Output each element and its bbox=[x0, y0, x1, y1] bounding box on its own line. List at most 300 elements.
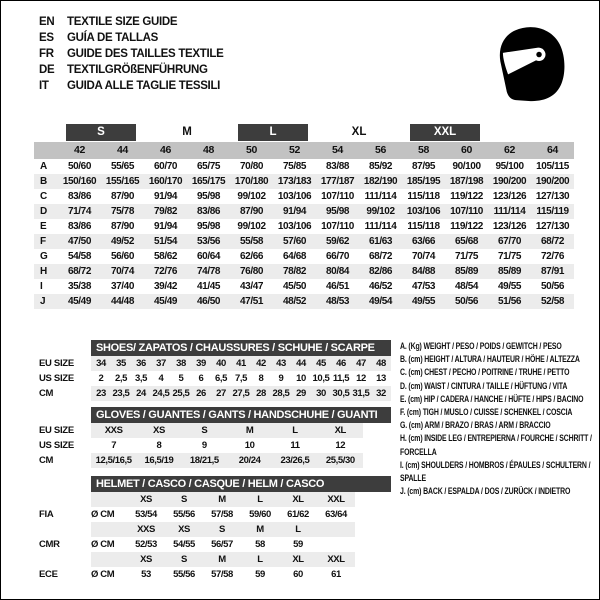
value-cell: 103/106 bbox=[277, 191, 312, 202]
value-cell: 63/64 bbox=[325, 509, 347, 520]
value-cell: 45/50 bbox=[283, 281, 307, 292]
size-cell: XXS bbox=[137, 524, 155, 535]
value-cell: 105/115 bbox=[536, 161, 569, 172]
row-label: C bbox=[40, 191, 47, 202]
value-cell: 30,5 bbox=[332, 388, 350, 399]
value-cell: 50/60 bbox=[67, 161, 92, 172]
language-row bbox=[39, 46, 224, 62]
measurement-row bbox=[34, 279, 574, 294]
value-cell: 27 bbox=[216, 388, 226, 399]
size-cell: 48 bbox=[187, 142, 230, 159]
value-cell: 63/66 bbox=[412, 236, 436, 247]
value-cell: 85/89 bbox=[455, 266, 479, 277]
value-cell: 24 bbox=[136, 388, 146, 399]
value-cell: 36 bbox=[136, 358, 146, 369]
value-cell: 60/70 bbox=[154, 161, 178, 172]
gloves-table-header-row bbox=[39, 407, 391, 423]
value-cell: 91/94 bbox=[283, 206, 307, 217]
helmet-table-title: HELMET / CASCO / CASQUE / HELM / CASCO bbox=[91, 476, 391, 492]
value-cell: 99/102 bbox=[237, 221, 266, 232]
value-cell: 47/51 bbox=[240, 296, 264, 307]
size-cell: 50 bbox=[230, 142, 273, 159]
value-cell: 165/175 bbox=[191, 176, 226, 187]
value-cell: 75/85 bbox=[283, 161, 307, 172]
value-cell: 9 bbox=[201, 440, 207, 451]
legend-item: E. (cm) HIP / CADERA / HANCHE / HÜFTE / HIPS / BACINO bbox=[400, 393, 584, 405]
size-group-cell bbox=[58, 124, 144, 142]
spacer bbox=[39, 476, 91, 492]
measurement-row bbox=[34, 249, 574, 264]
helmet-values bbox=[91, 567, 355, 582]
value-cell: 65/68 bbox=[455, 236, 479, 247]
row-label: E bbox=[40, 221, 47, 232]
value-cell: 123/126 bbox=[492, 221, 527, 232]
value-cell: 49/54 bbox=[369, 296, 393, 307]
size-cell bbox=[317, 522, 355, 537]
value-cell: 127/130 bbox=[535, 191, 570, 202]
value-cell: 56/60 bbox=[110, 251, 135, 262]
shoes-values bbox=[91, 386, 391, 401]
helmet-icon bbox=[484, 18, 570, 110]
value-cell: L bbox=[292, 425, 298, 436]
value-cell: 57/58 bbox=[211, 509, 233, 520]
value-cell: 35 bbox=[116, 358, 126, 369]
value-cell: 39 bbox=[196, 358, 206, 369]
shoes-row bbox=[39, 386, 391, 401]
row-label: G bbox=[40, 251, 48, 262]
value-cell: 70/74 bbox=[110, 266, 135, 277]
language-code: EN bbox=[39, 16, 55, 28]
value-cell: 46/52 bbox=[369, 281, 393, 292]
equipment-tables bbox=[39, 340, 391, 582]
value-cell: 187/198 bbox=[449, 176, 484, 187]
size-cell: 44 bbox=[101, 142, 144, 159]
measurement-row bbox=[34, 219, 574, 234]
value-cell: 11 bbox=[290, 440, 300, 451]
measurement-row bbox=[34, 234, 574, 249]
value-cell: 48 bbox=[376, 358, 386, 369]
size-cell: 60 bbox=[445, 142, 488, 159]
size-cell: 46 bbox=[144, 142, 187, 159]
value-cell: 48/53 bbox=[326, 296, 350, 307]
value-cell: 37 bbox=[156, 358, 166, 369]
size-group-cell bbox=[144, 124, 230, 142]
value-cell: 6 bbox=[198, 373, 204, 384]
spacer bbox=[39, 552, 91, 567]
measurement-row bbox=[34, 189, 574, 204]
value-cell: 111/114 bbox=[493, 206, 526, 217]
size-cell: M bbox=[256, 524, 264, 535]
shoes-row-label: CM bbox=[39, 388, 54, 399]
size-cell: L bbox=[257, 494, 263, 505]
value-cell: 57/60 bbox=[283, 236, 307, 247]
gloves-row bbox=[39, 438, 391, 453]
value-cell: 58 bbox=[255, 539, 265, 550]
value-cell: 55/56 bbox=[173, 569, 195, 580]
value-cell: 10,5 bbox=[312, 373, 330, 384]
helmet-size-row bbox=[39, 522, 391, 537]
value-cell: 51/56 bbox=[498, 296, 522, 307]
value-cell: 18/21,5 bbox=[189, 455, 219, 466]
value-cell: 99/102 bbox=[237, 191, 266, 202]
value-cell: 39/42 bbox=[154, 281, 178, 292]
value-cell: 11,5 bbox=[332, 373, 350, 384]
value-cell: 3,5 bbox=[134, 373, 147, 384]
value-cell: 59/60 bbox=[249, 509, 271, 520]
size-group-cell bbox=[316, 124, 402, 142]
language-row bbox=[39, 78, 224, 94]
value-cell: 99/102 bbox=[366, 206, 395, 217]
value-cell: 64/68 bbox=[283, 251, 307, 262]
unit-spacer bbox=[91, 522, 127, 537]
size-cell: M bbox=[218, 494, 226, 505]
language-code: IT bbox=[39, 80, 49, 92]
value-cell: 58/62 bbox=[154, 251, 178, 262]
language-row bbox=[39, 62, 224, 78]
value-cell: 107/110 bbox=[450, 206, 483, 217]
value-cell: 87/91 bbox=[541, 266, 565, 277]
value-cell bbox=[317, 537, 355, 552]
value-cell: 44 bbox=[296, 358, 306, 369]
measurement-row bbox=[34, 204, 574, 219]
value-cell: 78/82 bbox=[283, 266, 307, 277]
value-cell: 90/100 bbox=[452, 161, 481, 172]
size-group-cell bbox=[402, 124, 488, 142]
size-group-label: XL bbox=[351, 126, 367, 138]
value-cell: 119/122 bbox=[450, 191, 483, 202]
helmet-value-row bbox=[39, 507, 391, 522]
value-cell: 12,5/16,5 bbox=[95, 455, 132, 466]
legend-item: C. (cm) CHEST / PECHO / POITRINE / TRUHE / PETTO bbox=[400, 367, 570, 379]
value-cell: 2 bbox=[98, 373, 104, 384]
value-cell: 28 bbox=[256, 388, 266, 399]
unit-spacer bbox=[91, 492, 127, 507]
row-label: D bbox=[40, 206, 47, 217]
value-cell: 41/45 bbox=[197, 281, 221, 292]
value-cell: 127/130 bbox=[535, 221, 570, 232]
language-title: GUIDE DES TAILLES TEXTILE bbox=[67, 48, 224, 60]
value-cell: M bbox=[245, 425, 254, 436]
value-cell: 67/70 bbox=[498, 236, 522, 247]
value-cell: 49/55 bbox=[412, 296, 436, 307]
value-cell: 50/56 bbox=[541, 281, 565, 292]
size-cell: 42 bbox=[58, 142, 101, 159]
value-cell: 79/82 bbox=[154, 206, 178, 217]
value-cell: 111/114 bbox=[364, 191, 397, 202]
value-cell: 55/58 bbox=[240, 236, 264, 247]
value-cell: 8 bbox=[156, 440, 162, 451]
size-cell: L bbox=[257, 554, 263, 565]
value-cell: 75/78 bbox=[110, 206, 135, 217]
value-cell: 115/118 bbox=[407, 191, 440, 202]
value-cell: 53/56 bbox=[197, 236, 221, 247]
helmet-sizes bbox=[91, 552, 355, 567]
value-cell: 40 bbox=[216, 358, 226, 369]
size-group-bar: S bbox=[66, 124, 136, 141]
value-cell: 190/200 bbox=[492, 176, 527, 187]
measurement-row bbox=[34, 159, 574, 174]
value-cell: 185/195 bbox=[406, 176, 441, 187]
size-cell: 52 bbox=[273, 142, 316, 159]
value-cell: 49/55 bbox=[498, 281, 522, 292]
value-cell: 61/63 bbox=[369, 236, 393, 247]
value-cell: 95/98 bbox=[197, 191, 221, 202]
shoes-table-header-row bbox=[39, 340, 391, 356]
row-label: H bbox=[40, 266, 47, 277]
value-cell: 76/80 bbox=[240, 266, 264, 277]
value-cell: 47/50 bbox=[67, 236, 92, 247]
value-cell: 74/78 bbox=[197, 266, 221, 277]
value-cell: 150/160 bbox=[62, 176, 97, 187]
size-group-cell bbox=[230, 124, 316, 142]
gloves-row-label: US SIZE bbox=[39, 440, 74, 451]
helmet-values bbox=[91, 507, 355, 522]
shoes-table-title: SHOES/ ZAPATOS / CHAUSSURES / SCHUHE / SCARPE bbox=[91, 340, 391, 356]
value-cell: 28,5 bbox=[272, 388, 290, 399]
value-cell: 84/88 bbox=[412, 266, 436, 277]
value-cell: 23,5 bbox=[112, 388, 130, 399]
shoes-values bbox=[91, 356, 391, 371]
size-cell: XL bbox=[292, 494, 304, 505]
value-cell: 45 bbox=[316, 358, 326, 369]
value-cell: 26 bbox=[196, 388, 206, 399]
row-label: J bbox=[40, 296, 46, 307]
value-cell: 30 bbox=[316, 388, 326, 399]
size-cell: XXL bbox=[327, 494, 345, 505]
value-cell: 95/98 bbox=[197, 221, 221, 232]
value-cell: 12 bbox=[335, 440, 346, 451]
value-cell: 95/98 bbox=[326, 206, 350, 217]
language-title: GUÍA DE TALLAS bbox=[67, 32, 158, 44]
value-cell: 70/80 bbox=[240, 161, 264, 172]
size-cell: 56 bbox=[359, 142, 402, 159]
value-cell: 48/52 bbox=[283, 296, 307, 307]
size-number-row bbox=[34, 142, 574, 159]
size-cell: XS bbox=[140, 494, 152, 505]
value-cell: 62/66 bbox=[240, 251, 264, 262]
shoes-row bbox=[39, 371, 391, 386]
size-group-cell bbox=[34, 124, 58, 142]
shoes-row-label: US SIZE bbox=[39, 373, 74, 384]
value-cell: 6,5 bbox=[214, 373, 227, 384]
value-cell: 72/76 bbox=[154, 266, 178, 277]
value-cell: 83/88 bbox=[326, 161, 350, 172]
value-cell: 52/53 bbox=[135, 539, 157, 550]
size-cell: XL bbox=[292, 554, 304, 565]
value-cell: 103/106 bbox=[277, 221, 312, 232]
value-cell: XL bbox=[334, 425, 346, 436]
helmet-standard-label: FIA bbox=[39, 509, 54, 520]
value-cell: 38 bbox=[176, 358, 186, 369]
size-group-row bbox=[34, 124, 574, 142]
value-cell: 12 bbox=[356, 373, 366, 384]
value-cell: 27,5 bbox=[232, 388, 250, 399]
value-cell: 60/64 bbox=[197, 251, 221, 262]
language-row bbox=[39, 14, 224, 30]
value-cell: 57/58 bbox=[211, 569, 233, 580]
legend-item: I. (cm) SHOULDERS / HOMBROS / ÉPAULES / SCHULTERN / SPALLE bbox=[400, 459, 591, 485]
value-cell: 65/75 bbox=[197, 161, 221, 172]
value-cell: 9 bbox=[278, 373, 284, 384]
value-cell: 119/122 bbox=[450, 221, 483, 232]
value-cell: 10 bbox=[244, 440, 255, 451]
size-cell: 54 bbox=[316, 142, 359, 159]
value-cell: 83/86 bbox=[197, 206, 221, 217]
language-code: ES bbox=[39, 32, 54, 44]
value-cell: 23 bbox=[96, 388, 106, 399]
size-cell: 62 bbox=[488, 142, 531, 159]
measurement-row bbox=[34, 294, 574, 309]
gloves-values bbox=[91, 438, 363, 453]
diameter-unit-label: Ø CM bbox=[91, 539, 115, 550]
gloves-values bbox=[91, 453, 363, 468]
value-cell: 173/183 bbox=[277, 176, 312, 187]
size-cell: L bbox=[295, 524, 301, 535]
language-row bbox=[39, 30, 224, 46]
value-cell: 46 bbox=[336, 358, 346, 369]
size-cell: S bbox=[181, 554, 187, 565]
size-group-bar: L bbox=[238, 124, 308, 141]
diameter-unit-label: Ø CM bbox=[91, 569, 115, 580]
value-cell: 55/65 bbox=[110, 161, 135, 172]
value-cell: 103/106 bbox=[406, 206, 441, 217]
helmet-value-row bbox=[39, 567, 391, 582]
value-cell: 46/50 bbox=[197, 296, 221, 307]
shoes-row-label: EU SIZE bbox=[39, 358, 74, 369]
value-cell: 123/126 bbox=[492, 191, 527, 202]
measurement-legend bbox=[400, 340, 600, 498]
size-cell: S bbox=[219, 524, 225, 535]
size-cell: XS bbox=[140, 554, 152, 565]
value-cell: 71/75 bbox=[455, 251, 479, 262]
value-cell: 182/190 bbox=[363, 176, 398, 187]
value-cell: 23/26,5 bbox=[280, 455, 310, 466]
shoes-values bbox=[91, 371, 391, 386]
size-group-label: M bbox=[182, 126, 192, 138]
legend-item: D. (cm) WAIST / CINTURA / TAILLE / HÜFTUNG / VITA bbox=[400, 380, 568, 392]
value-cell: 37/40 bbox=[110, 281, 135, 292]
value-cell: 43/47 bbox=[240, 281, 264, 292]
legend-item: G. (cm) ARM / BRAZO / BRAS / ARM / BRACCIO bbox=[400, 420, 551, 432]
value-cell: 20/24 bbox=[238, 455, 261, 466]
value-cell: 24,5 bbox=[152, 388, 170, 399]
value-cell: 54/58 bbox=[67, 251, 92, 262]
language-title: TEXTILGRÖßENFÜHRUNG bbox=[67, 64, 208, 76]
size-group-bar: XXL bbox=[410, 124, 480, 141]
helmet-table-header-row bbox=[39, 476, 391, 492]
value-cell: 7 bbox=[111, 440, 117, 451]
language-title: GUIDA ALLE TAGLIE TESSILI bbox=[67, 80, 221, 92]
value-cell: 54/55 bbox=[173, 539, 195, 550]
value-cell: 55/56 bbox=[173, 509, 195, 520]
size-cell: 58 bbox=[402, 142, 445, 159]
value-cell: 50/56 bbox=[455, 296, 479, 307]
value-cell: 10 bbox=[296, 373, 306, 384]
value-cell: 68/72 bbox=[369, 251, 393, 262]
gloves-row-label: CM bbox=[39, 455, 54, 466]
size-pad-cell bbox=[34, 142, 58, 159]
gloves-row-label: EU SIZE bbox=[39, 425, 74, 436]
value-cell: 111/114 bbox=[364, 221, 397, 232]
helmet-sizes bbox=[91, 522, 355, 537]
value-cell: 83/86 bbox=[67, 221, 92, 232]
value-cell: 68/72 bbox=[541, 236, 565, 247]
value-cell: XXS bbox=[104, 425, 123, 436]
language-title: TEXTILE SIZE GUIDE bbox=[67, 16, 178, 28]
value-cell: 190/200 bbox=[535, 176, 570, 187]
size-cell: XS bbox=[178, 524, 190, 535]
value-cell: 53 bbox=[141, 569, 151, 580]
legend-item: J. (cm) BACK / ESPALDA / DOS / ZURÜCK / INDIETRO bbox=[400, 486, 571, 498]
value-cell: 5 bbox=[178, 373, 184, 384]
value-cell: 155/165 bbox=[105, 176, 140, 187]
value-cell: 2,5 bbox=[114, 373, 127, 384]
helmet-value-row bbox=[39, 537, 391, 552]
legend-item: A. (Kg) WEIGHT / PESO / POIDS / GEWITCH / PESO bbox=[400, 341, 562, 352]
value-cell: 61 bbox=[331, 569, 341, 580]
value-cell: 70/74 bbox=[412, 251, 436, 262]
value-cell: 160/170 bbox=[148, 176, 183, 187]
value-cell: 72/76 bbox=[541, 251, 565, 262]
value-cell: 25,5 bbox=[172, 388, 190, 399]
value-cell: 82/86 bbox=[369, 266, 393, 277]
value-cell: 51/54 bbox=[154, 236, 178, 247]
value-cell: 52/58 bbox=[541, 296, 565, 307]
value-cell: 107/110 bbox=[321, 191, 354, 202]
value-cell: 60 bbox=[293, 569, 303, 580]
value-cell: XS bbox=[153, 425, 165, 436]
value-cell: 85/89 bbox=[498, 266, 522, 277]
value-cell: 49/52 bbox=[110, 236, 135, 247]
value-cell: 42 bbox=[256, 358, 266, 369]
language-list bbox=[39, 14, 224, 94]
main-size-table bbox=[34, 124, 574, 309]
value-cell: 56/57 bbox=[211, 539, 233, 550]
value-cell: 45/49 bbox=[154, 296, 178, 307]
value-cell: 61/62 bbox=[287, 509, 309, 520]
value-cell: S bbox=[201, 425, 208, 436]
value-cell: 46/51 bbox=[326, 281, 350, 292]
legend-item: H. (cm) INSIDE LEG / ENTREPIERNA / FOURCHE / SCHRITT / FORCELLA bbox=[400, 433, 592, 458]
value-cell: 59/62 bbox=[326, 236, 350, 247]
spacer bbox=[39, 522, 91, 537]
value-cell: 48/54 bbox=[455, 281, 479, 292]
size-cell: S bbox=[181, 494, 187, 505]
helmet-size-row bbox=[39, 552, 391, 567]
measurement-row bbox=[34, 174, 574, 189]
measurement-row bbox=[34, 264, 574, 279]
value-cell: 4 bbox=[158, 373, 164, 384]
value-cell: 43 bbox=[276, 358, 286, 369]
value-cell: 115/118 bbox=[407, 221, 440, 232]
value-cell: 35/38 bbox=[67, 281, 92, 292]
value-cell: 45/49 bbox=[67, 296, 92, 307]
spacer bbox=[39, 340, 91, 356]
value-cell: 66/70 bbox=[326, 251, 350, 262]
helmet-sizes bbox=[91, 492, 355, 507]
value-cell: 41 bbox=[236, 358, 246, 369]
value-cell: 87/90 bbox=[110, 191, 135, 202]
value-cell: 115/119 bbox=[536, 206, 569, 217]
size-cell: M bbox=[218, 554, 226, 565]
value-cell: 85/92 bbox=[369, 161, 393, 172]
helmet-values bbox=[91, 537, 355, 552]
value-cell: 8 bbox=[258, 373, 264, 384]
value-cell: 25,5/30 bbox=[325, 455, 355, 466]
value-cell: 71/75 bbox=[498, 251, 522, 262]
value-cell: 83/86 bbox=[67, 191, 92, 202]
value-cell: 29 bbox=[296, 388, 306, 399]
